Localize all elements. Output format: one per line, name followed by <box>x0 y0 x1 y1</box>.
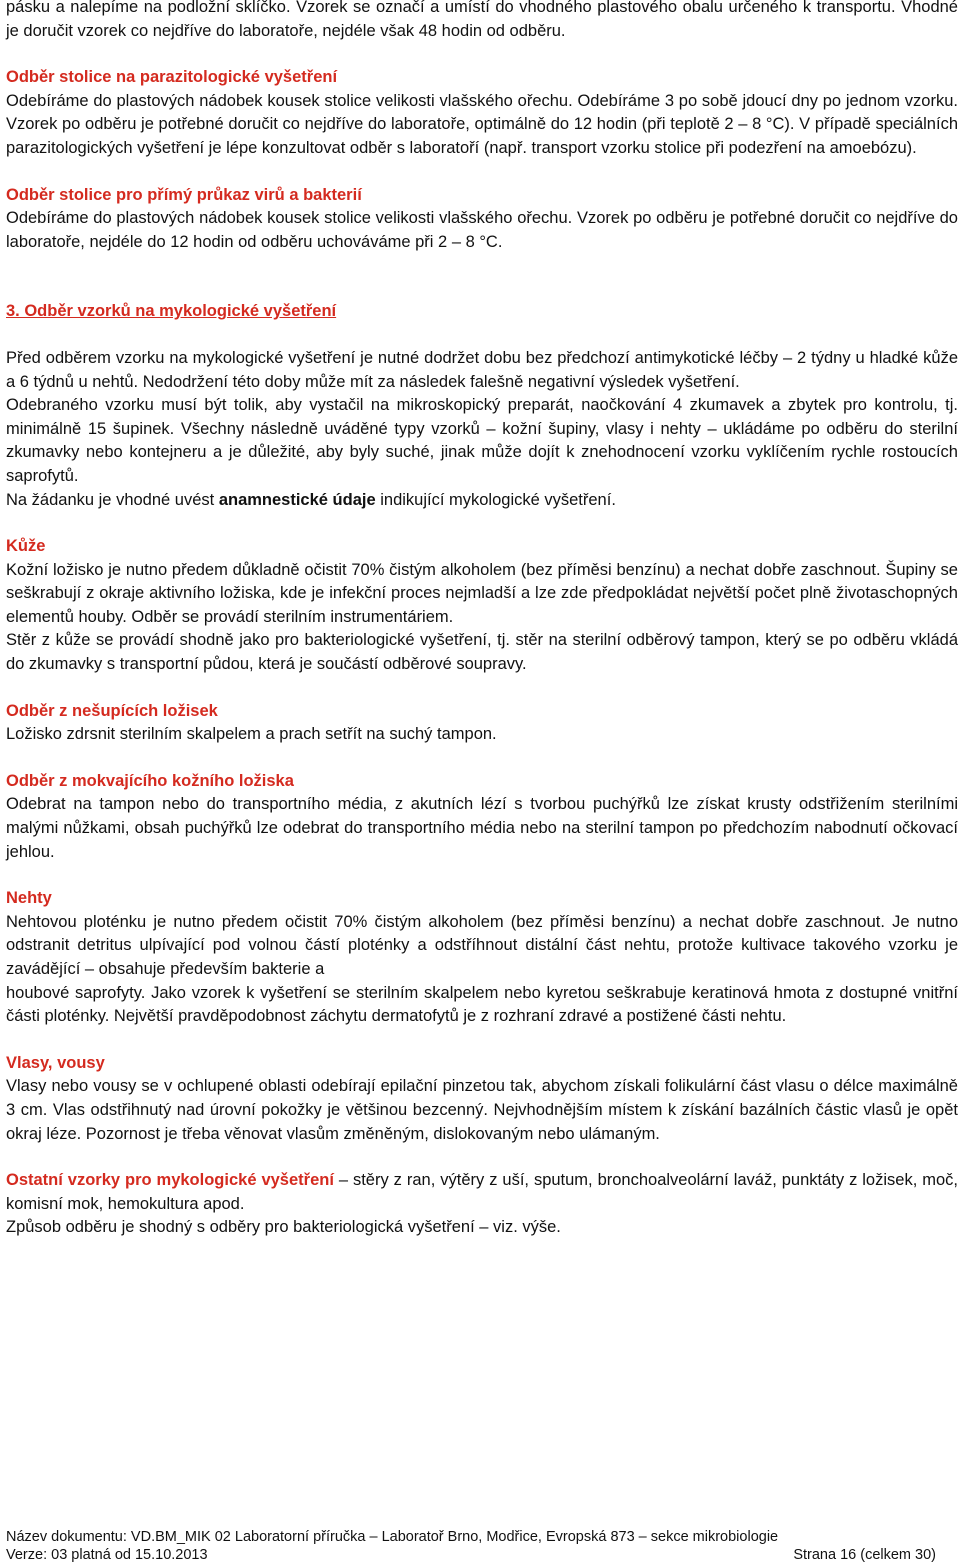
other-samples-text: – stěry z ran, výtěry z uší, sputum, bronchoalveolární laváž, punktáty z ložisek, moč, komisní mok, hemokultura apod. <box>6 1171 958 1213</box>
nonpeeling-text: Ložisko zdrsnit sterilním skalpelem a prach setřít na suchý tampon. <box>6 725 497 744</box>
page-footer <box>6 1528 936 1564</box>
section-3-paragraph-3 <box>6 489 958 513</box>
heading-parasitology: Odběr stolice na parazitologické vyšetření <box>6 68 338 87</box>
skin-paragraph-2: Stěr z kůže se provádí shodně jako pro bakteriologické vyšetření, tj. stěr na sterilní odběrový tampon, který se po odběru vkládá do zkumavky s transportní půdou, která je součástí odběrové soupravy. <box>6 631 958 674</box>
heading-direct-detection: Odběr stolice pro přímý průkaz virů a bakterií <box>6 185 362 204</box>
other-samples-paragraph-2: Způsob odběru je shodný s odběry pro bakteriologická vyšetření – viz. výše. <box>6 1218 561 1237</box>
direct-detection-text: Odebíráme do plastových nádobek kousek stolice velikosti vlašského ořechu. Vzorek po odběru je potřebné doručit co nejdříve do laboratoře, nejdéle do 12 hodin od odběru uchováváme při 2 – 8 °C. <box>6 209 958 251</box>
footer-document-name: Název dokumentu: VD.BM_MIK 02 Laboratorní příručka – Laboratoř Brno, Modřice, Evropská 873 – sekce mikrobiologie <box>6 1529 779 1545</box>
heading-nonpeeling: Odběr z nešupících ložisek <box>6 701 218 720</box>
heading-other-samples: Ostatní vzorky pro mykologické vyšetření <box>6 1171 334 1190</box>
heading-weeping: Odběr z mokvajícího kožního ložiska <box>6 771 294 790</box>
heading-skin: Kůže <box>6 537 46 556</box>
page-content <box>6 0 958 1240</box>
footer-page-number: Strana 16 (celkem 30) <box>793 1547 936 1563</box>
anamnestic-data-bold: anamnestické údaje <box>218 490 376 509</box>
section-3-paragraph-2: Odebraného vzorku musí být tolik, aby vystačil na mikroskopický preparát, naočkování 4 zkumavek a zbytek pro kontrolu, tj. minimálně 15 šupinek. Všechny následně uváděné typy vzorků – kožní šupiny, vlasy i nehty – ukládáme po odběru do sterilní zkumavky nebo kontejneru a je důležité, aby byly suché, jinak může dojít k znehodnocení vzorku vyklíčením rychle rostoucích saprofytů. <box>6 396 958 485</box>
heading-nails: Nehty <box>6 889 52 908</box>
hair-text: Vlasy nebo vousy se v ochlupené oblasti odebírají epilační pinzetou tak, abychom získali folikulární část vlasu o délce maximálně 3 cm. Vlas odstřihnutý nad úrovní pokožky je většinou bezcenný. Nejvhodnějším místem k získání bazálních částic vlasů je opět okraj léze. Pozornost je třeba věnovat vlasům změněným, dislokovaným nebo ulámaným. <box>6 1077 958 1143</box>
parasitology-text: Odebíráme do plastových nádobek kousek stolice velikosti vlašského ořechu. Odebíráme 3 po sobě jdoucí dny po jednom vzorku. Vzorek po odběru je potřebné doručit co nejdříve do laboratoře, optimálně do 12 hodin (při teplotě 2 – 8 °C). V případě speciálních parazitologických vyšetření je lépe konzultovat odběr s laboratoří (např. transport vzorku stolice při podezření na amoebózu). <box>6 91 958 157</box>
footer-row <box>6 1546 936 1564</box>
weeping-text: Odebrat na tampon nebo do transportního média, z akutních lézí s tvorbou puchýřků lze získat krusty odstřižením sterilními malými nůžkami, obsah puchýřků lze odebrat do transportního média nebo na sterilní tampon po předchozím nabodnutí očkovací jehlou. <box>6 795 958 861</box>
footer-version: Verze: 03 platná od 15.10.2013 <box>6 1547 208 1563</box>
heading-hair: Vlasy, vousy <box>6 1053 105 1072</box>
section-3-paragraph-1: Před odběrem vzorku na mykologické vyšetření je nutné dodržet dobu bez předchozí antimykotické léčby – 2 týdny u hladké kůže a 6 týdnů u nehtů. Nedodržení této doby může mít za následek falešně negativní výsledek vyšetření. <box>6 348 958 391</box>
p3-after: indikující mykologické vyšetření. <box>375 490 616 509</box>
intro-paragraph: pásku a nalepíme na podložní sklíčko. Vzorek se označí a umístí do vhodného plastového obalu určeného k transportu. Vhodné je doručit vzorek co nejdříve do laboratoře, nejdéle však 48 hodin od odběru. <box>6 0 958 40</box>
nails-paragraph-1: Nehtovou ploténku je nutno předem očistit 70% čistým alkoholem (bez příměsi benzínu) a nechat dobře zaschnout. Je nutno odstranit detritus ulpívající pod volnou částí ploténky a odstříhnout distální část nehtu, protože kultivace takového vzorku je zavádějící – obsahuje především bakterie a <box>6 912 958 978</box>
section-3-title: 3. Odběr vzorků na mykologické vyšetření <box>6 302 337 321</box>
other-samples-paragraph <box>6 1169 958 1216</box>
p3-before: Na žádanku je vhodné uvést <box>6 490 219 509</box>
nails-paragraph-2: houbové saprofyty. Jako vzorek k vyšetření se sterilním skalpelem nebo kyretou seškrabuje keratinová hmota z dostupné vnitřní části ploténky. Největší pravděpodobnost záchytu dermatofytů je z rozhraní zdravé a postižené části nehtu. <box>6 983 958 1026</box>
skin-paragraph-1: Kožní ložisko je nutno předem důkladně očistit 70% čistým alkoholem (bez příměsi benzínu) a nechat dobře zaschnout. Šupiny se seškrabují z okraje aktivního ložiska, kde je infekční proces nejmladší a lze zde předpokládat největší počet plně životaschopných elementů houby. Odběr se provádí sterilním instrumentáriem. <box>6 560 958 626</box>
